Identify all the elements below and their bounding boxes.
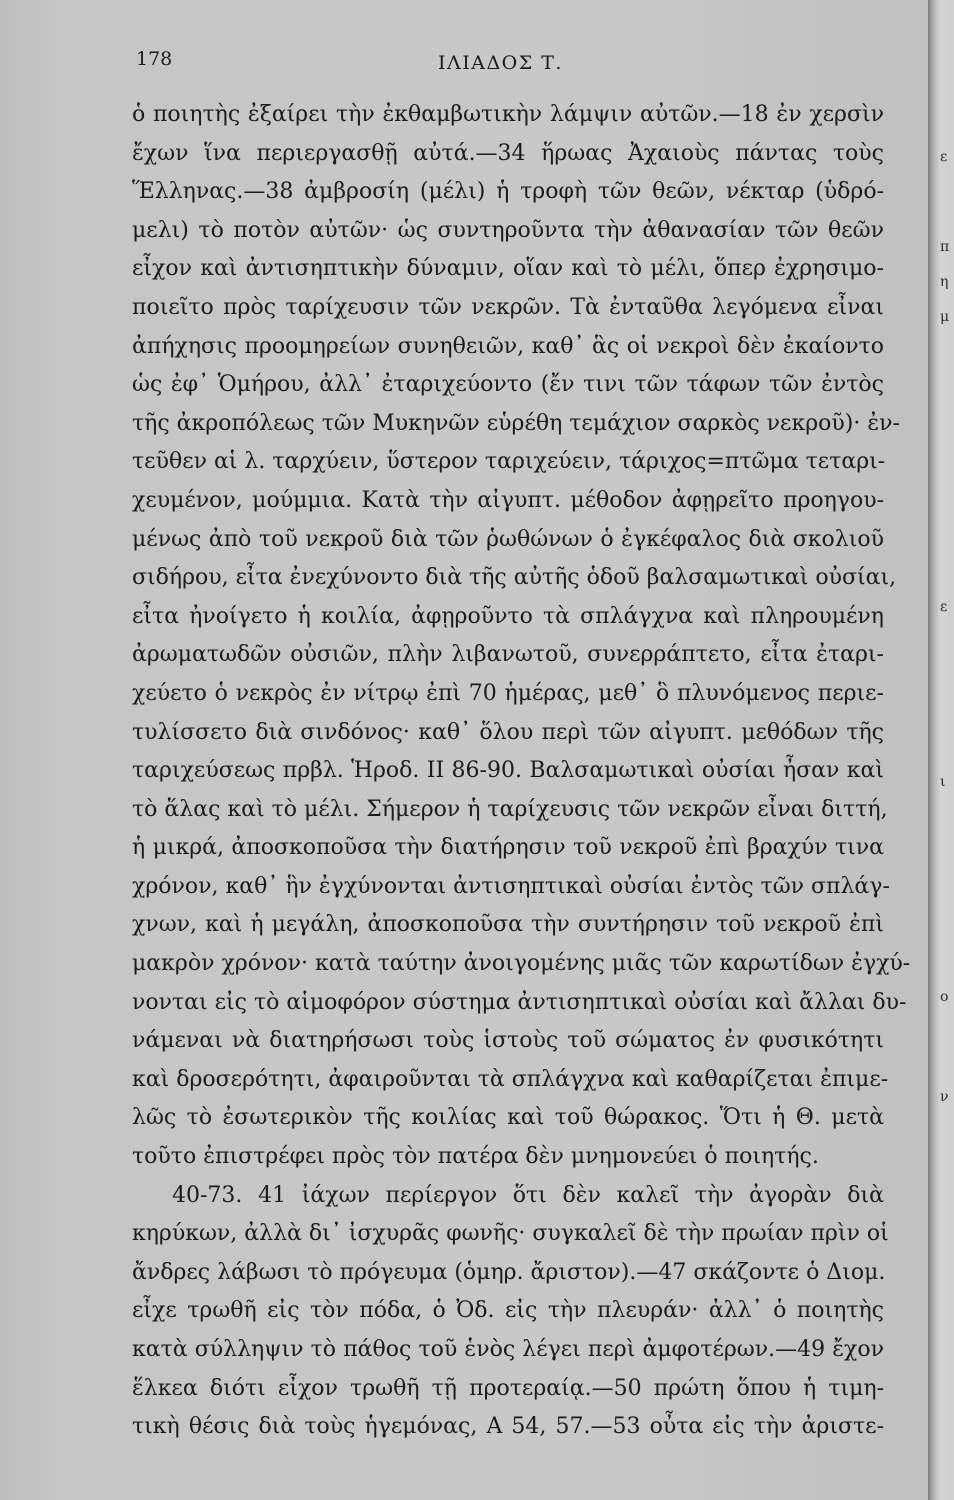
text-line: χεύετο ὁ νεκρὸς ἐν νίτρῳ ἐπὶ 70 ἡμέρας, μεθ᾽ ὃ πλυνόμενος περιε- bbox=[132, 680, 884, 706]
text-line: ὡς ἐφ᾽ Ὁμήρου, ἀλλ᾽ ἐταριχεύοντο (ἔν τινι τῶν τάφων τῶν ἐντὸς bbox=[132, 372, 884, 398]
text-line: ἡ μικρά, ἀποσκοποῦσα τὴν διατήρησιν τοῦ νεκροῦ ἐπὶ βραχύν τινα bbox=[132, 835, 884, 861]
gutter-letter: ε bbox=[940, 600, 948, 614]
text-line: τὸ ἅλας καὶ τὸ μέλι. Σήμερον ἡ ταρίχευσις τῶν νεκρῶν εἶναι διττή, bbox=[132, 796, 888, 822]
text-line: μακρὸν χρόνον· κατὰ ταύτην ἀνοιγομένης μιᾶς τῶν καρωτίδων ἐγχύ- bbox=[132, 951, 911, 977]
text-line: ταριχεύσεως πρβλ. Ἡροδ. II 86-90. Βαλσαμωτικαὶ οὐσίαι ἦσαν καὶ bbox=[132, 758, 884, 784]
gutter-letter: ο bbox=[940, 990, 949, 1004]
text-line: μελι) τὸ ποτὸν αὐτῶν· ὡς συντηροῦντα τὴν ἀθανασίαν τῶν θεῶν bbox=[132, 217, 884, 243]
text-line: λῶς τὸ ἐσωτερικὸν τῆς κοιλίας καὶ τοῦ θώρακος. Ὅτι ἡ Θ. μετὰ bbox=[132, 1105, 884, 1131]
text-line: τυλίσσετο διὰ σινδόνος· καθ᾽ ὅλου περὶ τῶν αἰγυπτ. μεθόδων τῆς bbox=[132, 719, 884, 745]
text-line: νάμεναι νὰ διατηρήσωσι τοὺς ἱστοὺς τοῦ σώματος ἐν φυσικότητι bbox=[132, 1028, 884, 1054]
section-heading-line: 40-73. 41 ἰάχων περίεργον ὅτι δὲν καλεῖ τὴν ἀγορὰν διὰ bbox=[172, 1182, 884, 1208]
text-line: Ἕλληνας.—38 ἀμβροσίη (μέλι) ἡ τροφὴ τῶν θεῶν, νέκταρ (ὑδρό- bbox=[132, 179, 884, 205]
text-line: εἶτα ἠνοίγετο ἡ κοιλία, ἀφῃροῦντο τὰ σπλάγχνα καὶ πληρουμένη bbox=[132, 603, 884, 629]
text-line: ὁ ποιητὴς ἐξαίρει τὴν ἐκθαμβωτικὴν λάμψιν αὐτῶν.—18 ἐν χερσὶν bbox=[132, 102, 884, 127]
gutter-letter: η bbox=[940, 275, 949, 289]
text-line: εἶχον καὶ ἀντισηπτικὴν δύναμιν, οἵαν καὶ τὸ μέλι, ὅπερ ἐχρησιμο- bbox=[132, 256, 884, 282]
gutter-letter: ε bbox=[940, 150, 948, 164]
text-line: τεῦθεν αἱ λ. ταρχύειν, ὕστερον ταριχεύειν, τάριχος=πτῶμα τεταρι- bbox=[132, 449, 886, 475]
gutter-letter: μ bbox=[940, 310, 950, 324]
text-line: ἀπήχησις προομηρείων συνηθειῶν, καθ᾽ ἃς οἱ νεκροὶ δὲν ἐκαίοντο bbox=[132, 333, 884, 359]
text-line: χευμένον, μούμμια. Κατὰ τὴν αἰγυπτ. μέθοδον ἀφῃρεῖτο προηγου- bbox=[132, 487, 884, 513]
text-line: ἄνδρες λάβωσι τὸ πρόγευμα (ὁμηρ. ἄριστον).—47 σκάζοντε ὁ Διομ. bbox=[132, 1259, 886, 1285]
text-line: μένως ἀπὸ τοῦ νεκροῦ διὰ τῶν ῥωθώνων ὁ ἐγκέφαλος διὰ σκολιοῦ bbox=[132, 526, 884, 552]
text-line: ἔχων ἵνα περιεργασθῇ αὐτά.—34 ἥρωας Ἀχαιοὺς πάντας τοὺς bbox=[132, 140, 884, 166]
text-line: κατὰ σύλληψιν τὸ πάθος τοῦ ἑνὸς λέγει περὶ ἀμφοτέρων.—49 ἔχον bbox=[132, 1337, 884, 1362]
text-line: νονται εἰς τὸ αἱμοφόρον σύστημα ἀντισηπτικαὶ οὐσίαι καὶ ἄλλαι δυ- bbox=[132, 989, 907, 1015]
text-line: ἀρωματωδῶν οὐσιῶν, πλὴν λιβανωτοῦ, συνερράπτετο, εἶτα ἐταρι- bbox=[132, 642, 884, 668]
gutter-letter: π bbox=[940, 240, 950, 254]
text-line: καὶ δροσερότητι, ἀφαιροῦνται τὰ σπλάγχνα καὶ καθαρίζεται ἐπιμε- bbox=[132, 1066, 889, 1092]
text-line: χνων, καὶ ἡ μεγάλη, ἀποσκοποῦσα τὴν συντήρησιν τοῦ νεκροῦ ἐπὶ bbox=[132, 912, 884, 938]
commentary-text bbox=[132, 96, 911, 1447]
text-line: χρόνον, καθ᾽ ἣν ἐγχύνονται ἀντισηπτικαὶ οὐσίαι ἐντὸς τῶν σπλάγ- bbox=[132, 873, 890, 899]
gutter-letter: ν bbox=[940, 1090, 949, 1104]
page-header bbox=[118, 48, 878, 78]
text-line: ποιεῖτο πρὸς ταρίχευσιν τῶν νεκρῶν. Τὰ ἐνταῦθα λεγόμενα εἶναι bbox=[132, 294, 884, 320]
text-line: τῆς ἀκροπόλεως τῶν Μυκηνῶν εὑρέθη τεμάχιον σαρκὸς νεκροῦ)· ἐν- bbox=[132, 410, 900, 436]
text-line: τοῦτο ἐπιστρέφει πρὸς τὸν πατέρα δὲν μνημονεύει ὁ ποιητής. bbox=[132, 1144, 819, 1170]
running-head: ΙΛΙΑΔΟΣ Τ. bbox=[438, 52, 563, 74]
text-line: εἶχε τρωθῆ εἰς τὸν πόδα, ὁ Ὀδ. εἰς τὴν πλευράν· ἀλλ᾽ ὁ ποιητὴς bbox=[132, 1298, 884, 1324]
text-line: ἕλκεα διότι εἶχον τρωθῆ τῇ προτεραίᾳ.—50 πρώτη ὅπου ἡ τιμη- bbox=[132, 1375, 884, 1401]
gutter-letter: ι bbox=[940, 775, 946, 789]
page-number: 178 bbox=[136, 48, 173, 70]
text-line: σιδήρου, εἶτα ἐνεχύνοντο διὰ τῆς αὐτῆς ὁδοῦ βαλσαμωτικαὶ οὐσίαι, bbox=[132, 565, 897, 591]
adjacent-page-edge bbox=[928, 0, 954, 1500]
text-line: τικὴ θέσις διὰ τοὺς ἡγεμόνας, Α 54, 57.—53 οὖτα εἰς τὴν ἀριστε- bbox=[132, 1414, 884, 1440]
text-line: κηρύκων, ἀλλὰ δι᾽ ἰσχυρᾶς φωνῆς· συγκαλεῖ δὲ τὴν πρωίαν πρὶν οἱ bbox=[132, 1221, 889, 1247]
